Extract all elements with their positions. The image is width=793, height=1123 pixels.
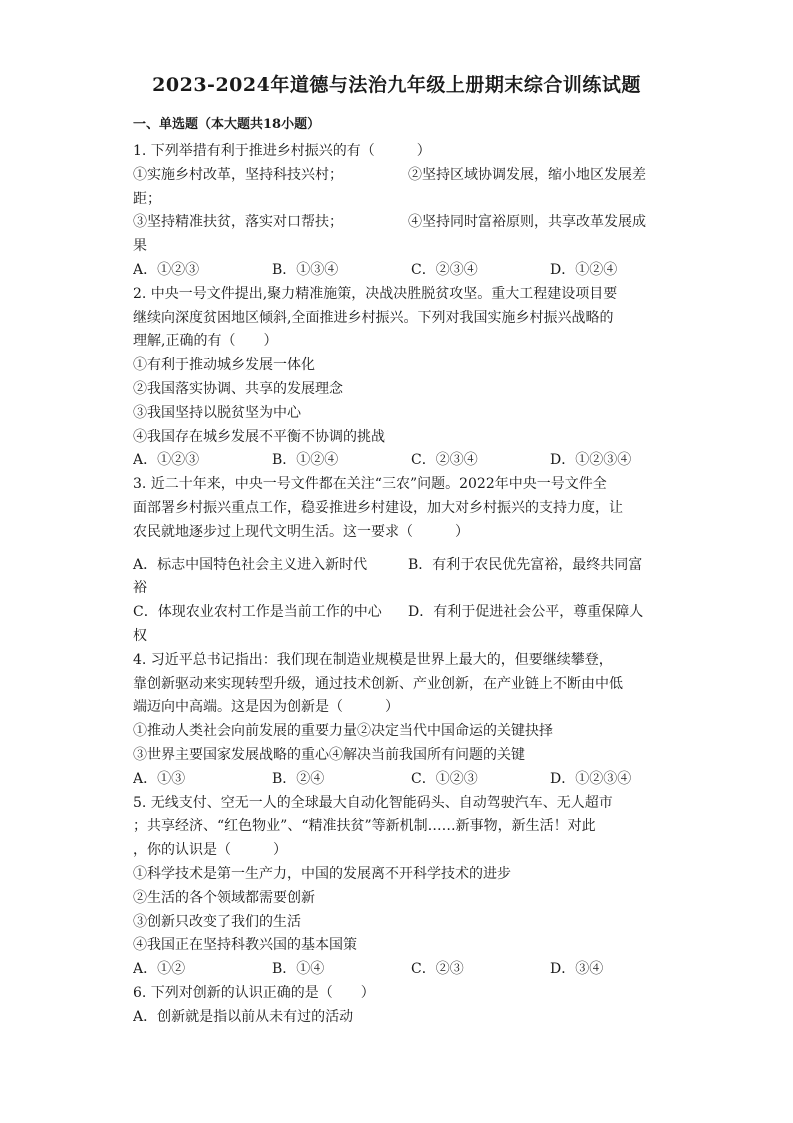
question-5 (133, 792, 669, 982)
question-stem-line: 4. 习近平总书记指出：我们现在制造业规模是世界上最大的，但要继续攀登， (133, 651, 613, 668)
options-row (133, 601, 669, 625)
option-d[interactable]: D．③④ (550, 961, 604, 978)
question-stem-line: ；共享经济、“红色物业”、“精准扶贫”等新机制……新事物，新生活！对此 (133, 818, 596, 835)
question-stem: 6. 下列对创新的认识正确的是（ ） (133, 984, 375, 1001)
question-4 (133, 649, 669, 792)
statement-1: ①有利于推动城乡发展一体化 (133, 357, 315, 374)
option-b[interactable]: B．有利于农民优先富裕，最终共同富 (408, 556, 643, 573)
option-c[interactable]: C．②③ (411, 961, 464, 978)
statement-3: ③坚持精准扶贫，落实对口帮扶； (133, 214, 343, 231)
question-stem-line: ，你的认识是（ ） (133, 842, 287, 859)
statements-1-2: ①推动人类社会向前发展的重要力量②决定当代中国命运的关键抉择 (133, 723, 553, 740)
options-row (133, 554, 669, 578)
statement-row (133, 164, 669, 188)
option-d[interactable]: D．①②④ (550, 261, 618, 278)
statement-4: ④坚持同时富裕原则，共享改革发展成 (408, 214, 646, 231)
option-b[interactable]: B．①③④ (272, 261, 339, 278)
statement-4-continued: 果 (133, 238, 147, 255)
statement-1: ①实施乡村改革，坚持科技兴村； (133, 166, 343, 183)
statement-2: ②生活的各个领域都需要创新 (133, 889, 315, 906)
question-1 (133, 140, 669, 283)
question-stem-line: 2. 中央一号文件提出,聚力精准施策，决战决胜脱贫攻坚。重大工程建设项目要 (133, 285, 618, 302)
options-row (133, 259, 669, 283)
question-stem-line: 继续向深度贫困地区倾斜,全面推进乡村振兴。下列对我国实施乡村振兴战略的 (133, 309, 614, 326)
option-b[interactable]: B．②④ (272, 770, 325, 787)
option-a[interactable]: A．标志中国特色社会主义进入新时代 (133, 556, 368, 573)
question-stem-line: 端迈向中高端。这是因为创新是（ ） (133, 699, 399, 716)
option-b[interactable]: B．①②④ (272, 452, 339, 469)
question-stem-line: 农民就地逐步过上现代文明生活。这一要求（ ） (133, 523, 469, 540)
statement-1: ①科学技术是第一生产力，中国的发展离不开科学技术的进步 (133, 865, 511, 882)
option-a[interactable]: A．①③ (133, 770, 186, 787)
statement-3: ③我国坚持以脱贫坚为中心 (133, 404, 301, 421)
option-c[interactable]: C．体现农业农村工作是当前工作的中心 (133, 604, 382, 621)
option-c[interactable]: C．②③④ (411, 261, 478, 278)
statement-2: ②坚持区域协调发展，缩小地区发展差 (408, 166, 646, 183)
question-3 (133, 473, 669, 649)
question-stem-line: 靠创新驱动来实现转型升级，通过技术创新、产业创新，在产业链上不断由中低 (133, 675, 623, 692)
question-stem-line: 理解,正确的有（ ） (133, 333, 278, 350)
statement-3: ③创新只改变了我们的生活 (133, 913, 301, 930)
question-stem: 1. 下列举措有利于推进乡村振兴的有（ ） (133, 143, 431, 159)
question-list (133, 140, 669, 1029)
option-d[interactable]: D．①②③④ (550, 452, 632, 469)
option-c[interactable]: C．①②③ (411, 770, 478, 787)
question-stem-line: 3. 近二十年来，中央一号文件都在关注“三农”问题。2022年中央一号文件全 (133, 476, 607, 493)
question-2 (133, 283, 669, 473)
statement-4: ④我国存在城乡发展不平衡不协调的挑战 (133, 428, 385, 445)
options-row (133, 449, 669, 473)
statements-3-4: ③世界主要国家发展战略的重心④解决当前我国所有问题的关键 (133, 746, 525, 763)
option-c[interactable]: C．②③④ (411, 452, 478, 469)
question-stem-line: 5. 无线支付、空无一人的全球最大自动化智能码头、自动驾驶汽车、无人超市 (133, 794, 613, 811)
options-row (133, 768, 669, 792)
option-d-continued: 权 (133, 627, 147, 644)
section-heading: 一、单选题（本大题共18小题） (133, 117, 321, 132)
option-d[interactable]: D．①②③④ (550, 770, 632, 787)
option-b[interactable]: B．①④ (272, 961, 325, 978)
option-a[interactable]: A．①②③ (133, 261, 200, 278)
statement-2: ②我国落实协调、共享的发展理念 (133, 380, 343, 397)
statement-4: ④我国正在坚持科教兴国的基本国策 (133, 937, 357, 954)
page-title: 2023-2024年道德与法治九年级上册期末综合训练试题 (152, 74, 641, 96)
option-a[interactable]: A．创新就是指以前从未有过的活动 (133, 1008, 354, 1025)
options-row (133, 958, 669, 982)
option-b-continued: 裕 (133, 580, 147, 597)
spacer (133, 545, 669, 554)
option-d[interactable]: D．有利于促进社会公平，尊重保障人 (408, 604, 644, 621)
question-stem-line: 面部署乡村振兴重点工作，稳妥推进乡村建设，加大对乡村振兴的支持力度，让 (133, 499, 623, 516)
statement-2-continued: 距； (133, 190, 161, 207)
question-6 (133, 982, 669, 1030)
option-a[interactable]: A．①② (133, 961, 186, 978)
option-a[interactable]: A．①②③ (133, 452, 200, 469)
statement-row (133, 211, 669, 235)
